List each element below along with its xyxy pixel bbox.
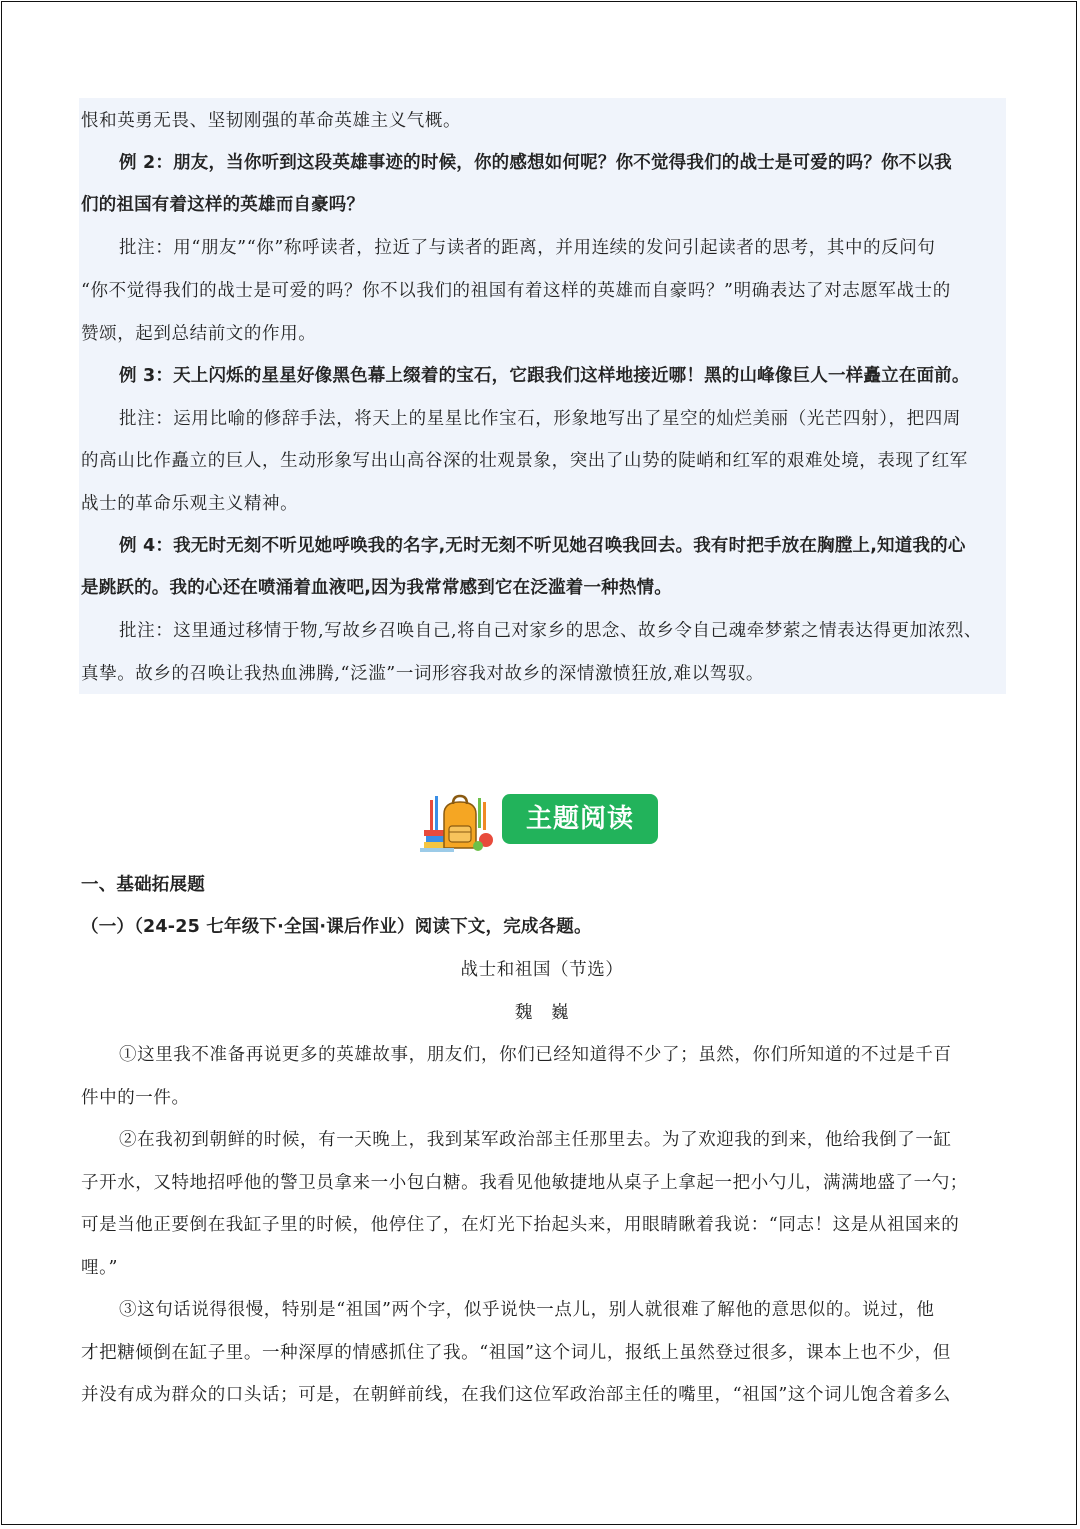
passage-paragraph: ②在我初到朝鲜的时候，有一天晚上，我到某军政治部主任那里去。为了欢迎我的到来，他给我倒了一缸 xyxy=(119,1130,952,1150)
passage-paragraph: 件中的一件。 xyxy=(81,1088,190,1108)
passage-paragraph: ①这里我不准备再说更多的英雄故事，朋友们，你们已经知道得不少了；虽然，你们所知道的不过是千百 xyxy=(119,1045,952,1065)
example-3-annotation: 的高山比作矗立的巨人，生动形象写出山高谷深的壮观景象，突出了山势的陡峭和红军的艰难处境，表现了红军 xyxy=(81,451,968,471)
passage-paragraph: ③这句话说得很慢，特别是“祖国”两个字，似乎说快一点儿，别人就很难了解他的意思似的。说过，他 xyxy=(119,1300,935,1320)
passage-paragraph: 才把糖倾倒在缸子里。一种深厚的情感抓住了我。“祖国”这个词儿，报纸上虽然登过很多，课本上也不少，但 xyxy=(81,1343,951,1363)
example-2-line: 们的祖国有着这样的英雄而自豪吗？ xyxy=(81,195,365,215)
passage-paragraph: 哩。” xyxy=(81,1258,118,1278)
example-3-line: 例 3：天上闪烁的星星好像黑色幕上缀着的宝石，它跟我们这样地接近哪！黑的山峰像巨人一样矗立在面前。 xyxy=(119,366,970,386)
passage-paragraph: 并没有成为群众的口头话；可是，在朝鲜前线，在我们这位军政治部主任的嘴里，“祖国”这个词儿饱含着多么 xyxy=(81,1385,951,1405)
theme-reading-banner xyxy=(420,790,660,854)
question-intro: （一）（24-25 七年级下·全国·课后作业）阅读下文，完成各题。 xyxy=(81,917,592,937)
passage-author: 魏 巍 xyxy=(514,1003,570,1023)
example-2-line: 例 2：朋友，当你听到这段英雄事迹的时候，你的感想如何呢？你不觉得我们的战士是可爱的吗？你不以我 xyxy=(119,153,952,173)
school-backpack-icon xyxy=(420,790,500,854)
example-4-annotation: 真挚。故乡的召唤让我热血沸腾,“泛滥”一词形容我对故乡的深情激愤狂放,难以驾驭。 xyxy=(81,664,765,684)
document-page xyxy=(1,1,1077,1525)
example-2-annotation: 批注：用“朋友”“你”称呼读者，拉近了与读者的距离，并用连续的发问引起读者的思考，其中的反问句 xyxy=(119,238,936,258)
example-4-annotation: 批注：这里通过移情于物,写故乡召唤自己,将自己对家乡的思念、故乡令自己魂牵梦萦之情表达得更加浓烈、 xyxy=(119,621,983,641)
example-4-line: 是跳跃的。我的心还在喷涌着血液吧,因为我常常感到它在泛滥着一种热情。 xyxy=(81,578,672,598)
annotation-box xyxy=(79,98,1006,694)
section-heading: 一、基础拓展题 xyxy=(81,875,205,895)
example-2-annotation: 赞颂，起到总结前文的作用。 xyxy=(81,324,317,344)
example-3-annotation: 战士的革命乐观主义精神。 xyxy=(81,494,299,514)
passage-title: 战士和祖国（节选） xyxy=(460,960,624,980)
theme-reading-label: 主题阅读 xyxy=(502,794,658,844)
note-line: 恨和英勇无畏、坚韧刚强的革命英雄主义气概。 xyxy=(81,111,462,131)
passage-paragraph: 可是当他正要倒在我缸子里的时候，他停住了，在灯光下抬起头来，用眼睛瞅着我说：“同志！这是从祖国来的 xyxy=(81,1215,960,1235)
example-4-line: 例 4：我无时无刻不听见她呼唤我的名字,无时无刻不听见她召唤我回去。我有时把手放在胸膛上,知道我的心 xyxy=(119,536,966,556)
example-3-annotation: 批注：运用比喻的修辞手法，将天上的星星比作宝石，形象地写出了星空的灿烂美丽（光芒四射），把四周 xyxy=(119,409,961,429)
example-2-annotation: “你不觉得我们的战士是可爱的吗？你不以我们的祖国有着这样的英雄而自豪吗？”明确表达了对志愿军战士的 xyxy=(81,281,951,301)
passage-paragraph: 子开水，又特地招呼他的警卫员拿来一小包白糖。我看见他敏捷地从桌子上拿起一把小勺儿，满满地盛了一勺； xyxy=(81,1173,968,1193)
